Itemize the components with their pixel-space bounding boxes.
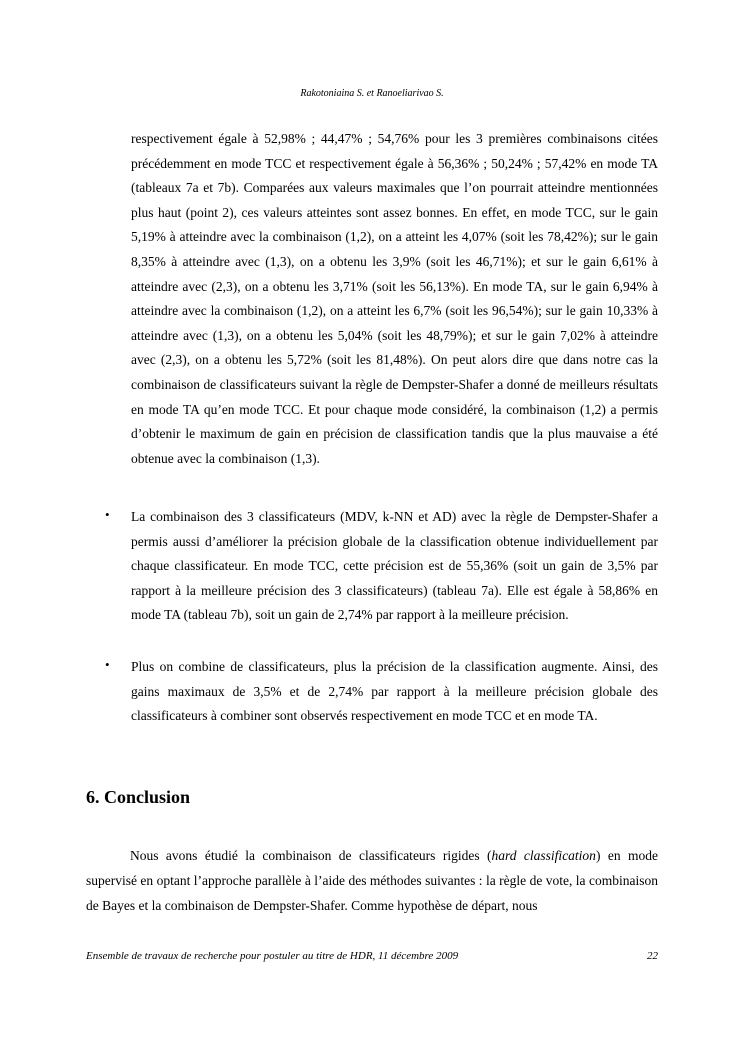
running-header: Rakotoniaina S. et Ranoeliarivao S. bbox=[300, 88, 444, 99]
conclusion-paragraph bbox=[86, 843, 658, 918]
conclusion-text-start: Nous avons étudié la combinaison de classificateurs rigides ( bbox=[130, 848, 492, 863]
bullet-item-more-classifiers: Plus on combine de classificateurs, plus la précision de la classification augmente. Ainsi, des gains maximaux de 3,5% et de 2,74% par rapport à la meilleure précision globale des classificateurs à combiner sont observés respectivement en mode TCC et en mode TA. bbox=[131, 659, 658, 724]
section-title: 6. Conclusion bbox=[86, 787, 191, 807]
bullet-marker: • bbox=[105, 657, 110, 672]
page-number: 22 bbox=[647, 950, 658, 962]
bullet-marker: • bbox=[105, 507, 110, 522]
conclusion-text-italic: hard classification bbox=[491, 848, 596, 863]
continuation-paragraph: respectivement égale à 52,98% ; 44,47% ; 54,76% pour les 3 premières combinaisons citées précédemment en mode TCC et respectivement égale à 56,36% ; 50,24% ; 57,42% en mode TA (tableaux 7a et 7b). Comparées aux valeurs maximales que l’on pourrait atteindre mentionnées plus haut (point 2), ces valeurs atteintes sont assez bonnes. En effet, en mode TCC, sur le gain 5,19% à atteindre avec la combinaison (1,2), on a atteint les 4,07% (soit les 78,42%); sur le gain 8,35% à atteindre avec (1,3), on a obtenu les 3,9% (soit les 46,71%); et sur le gain 6,61% à atteindre avec (2,3), on a obtenu les 3,71% (soit les 56,13%). En mode TA, sur le gain 6,94% à atteindre avec la combinaison (1,2), on a atteint les 6,7% (soit les 96,54%); sur le gain 10,33% à atteindre avec (1,3), on a obtenu les 5,04% (soit les 48,79%); et sur le gain 7,02% à atteindre avec (2,3), on a obtenu les 5,72% (soit les 81,48%). On peut alors dire que dans notre cas la combinaison de classificateurs suivant la règle de Dempster-Shafer a donné de meilleurs résultats en mode TA qu’en mode TCC. Et pour chaque mode considéré, la combinaison (1,2) a permis d’obtenir le maximum de gain en précision de classification tandis que la plus mauvaise a été obtenue avec la combinaison (1,3). bbox=[131, 131, 658, 466]
conclusion-text-end: ) en mode supervisé en optant l’approche parallèle à l’aide des méthodes suivantes : la règle de vote, la combinaison de Bayes et la combinaison de Dempster-Shafer. Comme hypothèse de départ, nous bbox=[86, 848, 659, 913]
footer-caption: Ensemble de travaux de recherche pour postuler au titre de HDR, 11 décembre 2009 bbox=[86, 950, 459, 962]
bullet-item-combination-three: La combinaison des 3 classificateurs (MDV, k-NN et AD) avec la règle de Dempster-Shafer a permis aussi d’améliorer la précision globale de la classification obtenue individuellement par chaque classificateur. En mode TCC, cette précision est de 55,36% (soit un gain de 3,5% par rapport à la meilleure précision des 3 classificateurs) (tableau 7a). Elle est égale à 58,86% en mode TA (tableau 7b), soit un gain de 2,74% par rapport à la meilleure précision. bbox=[131, 509, 658, 623]
